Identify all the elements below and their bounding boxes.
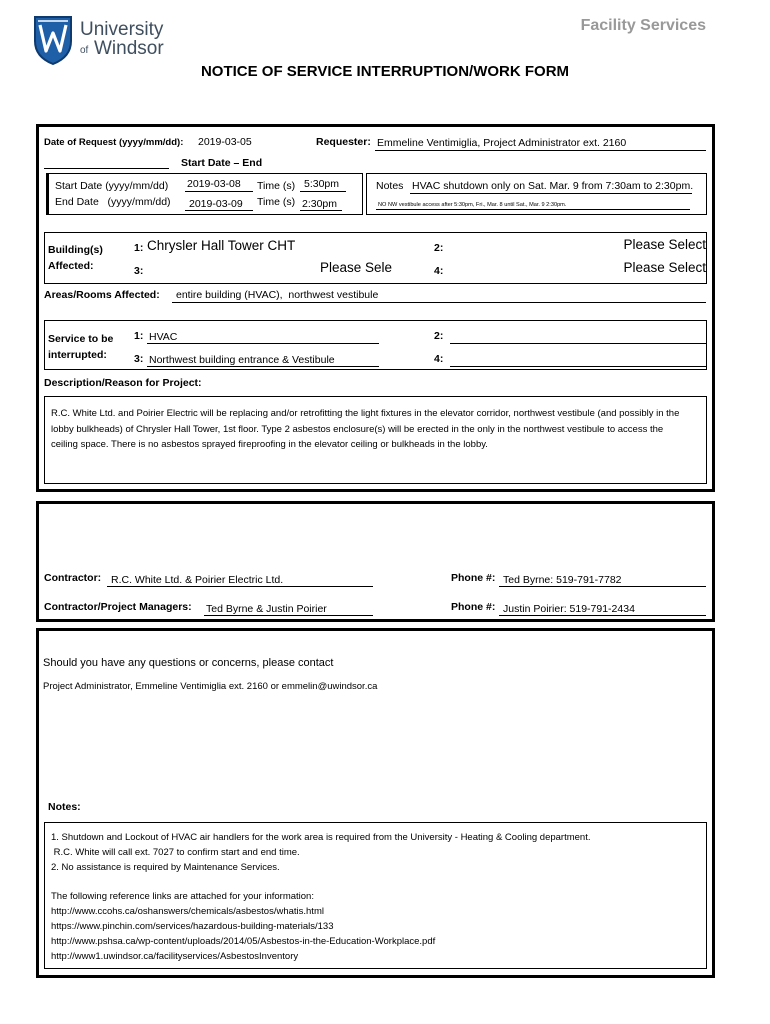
end-date-underline [185, 210, 253, 211]
reference-link-4[interactable]: http://www1.uwindsor.ca/facilityservices/AsbestosInventory [51, 951, 299, 962]
phone-1-label: Phone #: [451, 572, 496, 584]
service-box [44, 320, 707, 370]
service-2-number: 2: [434, 330, 444, 342]
building-1-select[interactable]: Chrysler Hall Tower CHT [147, 238, 296, 253]
buildings-box [44, 232, 707, 284]
requester-underline [375, 150, 706, 151]
contractor-underline [107, 586, 373, 587]
reference-link-3[interactable]: http://www.pshsa.ca/wp-content/uploads/2014/05/Asbestos-in-the-Education-Workplace.pdf [51, 936, 436, 947]
request-notes-label: Notes [376, 180, 404, 192]
note-item-2: 2. No assistance is required by Maintenance Services. [51, 862, 280, 873]
service-4-number: 4: [434, 353, 444, 365]
request-notes-underline [410, 193, 692, 194]
building-3-select[interactable] [320, 260, 394, 275]
contact-line-1: Should you have any questions or concerns, please contact [43, 657, 334, 669]
service-4-underline [450, 366, 706, 367]
note-item-1: 1. Shutdown and Lockout of HVAC air handlers for the work area is required from the University - Heating & Cooling department. [51, 832, 591, 843]
phone-1-underline [499, 586, 706, 587]
service-2-underline [450, 343, 706, 344]
managers-underline [204, 615, 373, 616]
date-of-request-label: Date of Request (yyyy/mm/dd): [44, 137, 184, 148]
service-3-underline [147, 366, 379, 367]
buildings-label-line1: Building(s) [48, 244, 103, 256]
managers-label: Contractor/Project Managers: [44, 601, 192, 613]
requester-value[interactable]: Emmeline Ventimiglia, Project Administrator ext. 2160 [377, 137, 627, 149]
start-date-label: Start Date (yyyy/mm/dd) [55, 180, 169, 192]
shield-icon [33, 15, 73, 65]
areas-underline [172, 302, 706, 303]
end-time-label: Time (s) [257, 196, 296, 208]
building-4-select[interactable]: Please Select [623, 260, 706, 275]
reference-link-1[interactable]: http://www.ccohs.ca/oshanswers/chemicals/asbestos/whatis.html [51, 906, 324, 917]
building-3-select-text: Please Sele [320, 260, 393, 275]
note-spacer [51, 875, 706, 889]
contact-line-2: Project Administrator, Emmeline Ventimiglia ext. 2160 or emmelin@uwindsor.ca [43, 681, 378, 692]
start-time-label: Time (s) [257, 180, 296, 192]
notes-content-box[interactable] [44, 822, 707, 969]
start-time-underline [300, 191, 346, 192]
logo-university: University [80, 19, 164, 40]
end-time-value[interactable]: 2:30pm [302, 198, 338, 210]
building-2-select[interactable]: Please Select [623, 237, 706, 252]
links-intro: The following reference links are attached for your information: [51, 891, 314, 902]
start-date-value[interactable]: 2019-03-08 [187, 178, 241, 190]
date-of-request-value[interactable]: 2019-03-05 [198, 136, 252, 148]
start-date-underline [185, 191, 253, 192]
service-1-number: 1: [134, 330, 144, 342]
form-title: NOTICE OF SERVICE INTERRUPTION/WORK FORM [200, 63, 570, 80]
requester-label: Requester: [316, 136, 371, 148]
university-logo [33, 15, 168, 67]
note-item-1b: R.C. White will call ext. 7027 to confirm start and end time. [51, 847, 300, 858]
building-1-number: 1: [134, 242, 144, 254]
contractor-label: Contractor: [44, 572, 102, 584]
notes-label: Notes: [48, 801, 81, 813]
managers-value[interactable]: Ted Byrne & Justin Poirier [206, 603, 327, 615]
building-3-number: 3: [134, 265, 144, 277]
building-2-number: 2: [434, 242, 444, 254]
buildings-label-line2: Affected: [48, 260, 94, 272]
contractor-value[interactable]: R.C. White Ltd. & Poirier Electric Ltd. [111, 574, 284, 586]
logo-windsor: Windsor [94, 38, 164, 59]
service-label [48, 331, 113, 363]
start-end-heading: Start Date – End [181, 157, 263, 169]
request-notes-underline-2 [376, 209, 690, 210]
building-4-number: 4: [434, 265, 444, 277]
reference-link-2[interactable]: https://www.pinchin.com/services/hazardous-building-materials/133 [51, 921, 334, 932]
end-date-label: End Date (yyyy/mm/dd) [55, 196, 171, 208]
phone-2-underline [499, 615, 706, 616]
service-1-underline [147, 343, 379, 344]
description-text: R.C. White Ltd. and Poirier Electric will be replacing and/or retrofitting the light fixtures in the elevator corridor, northwest vestibule (and possibly in the lobby bulkheads) of Chrysler Hall Tower, 1st floor. Type 2 asbestos enclosure(s) will be erected in the only in the northwest vestibule to access the ceiling space. There is no asbestos sprayed fireproofing in the elevator ceiling or bulkheads in the lobby. [51, 408, 680, 450]
areas-label: Areas/Rooms Affected: [44, 289, 160, 301]
request-notes-value[interactable]: HVAC shutdown only on Sat. Mar. 9 from 7:30am to 2:30pm. [412, 180, 694, 192]
service-1-value[interactable]: HVAC [149, 331, 178, 343]
service-label-line2: interrupted: [48, 349, 107, 361]
description-box[interactable] [44, 396, 707, 484]
phone-1-value[interactable]: Ted Byrne: 519-791-7782 [503, 574, 622, 586]
end-date-value[interactable]: 2019-03-09 [189, 198, 243, 210]
service-3-value[interactable]: Northwest building entrance & Vestibule [149, 354, 335, 366]
service-3-number: 3: [134, 353, 144, 365]
department-name: Facility Services [580, 17, 706, 34]
phone-2-value[interactable]: Justin Poirier: 519-791-2434 [503, 603, 635, 615]
request-notes-value-2[interactable]: NO NW vestibule access after 5:30pm, Fri., Mar. 8 until Sat., Mar. 9 2:30pm. [378, 202, 567, 208]
end-time-underline [300, 210, 342, 211]
start-time-value[interactable]: 5:30pm [304, 178, 340, 190]
date-underline [44, 168, 169, 169]
phone-2-label: Phone #: [451, 601, 496, 613]
areas-value[interactable]: entire building (HVAC), northwest vestibule [176, 289, 379, 301]
logo-of: of [80, 45, 89, 56]
description-label: Description/Reason for Project: [44, 377, 202, 389]
service-label-line1: Service to be [48, 333, 114, 345]
buildings-label [48, 242, 103, 274]
